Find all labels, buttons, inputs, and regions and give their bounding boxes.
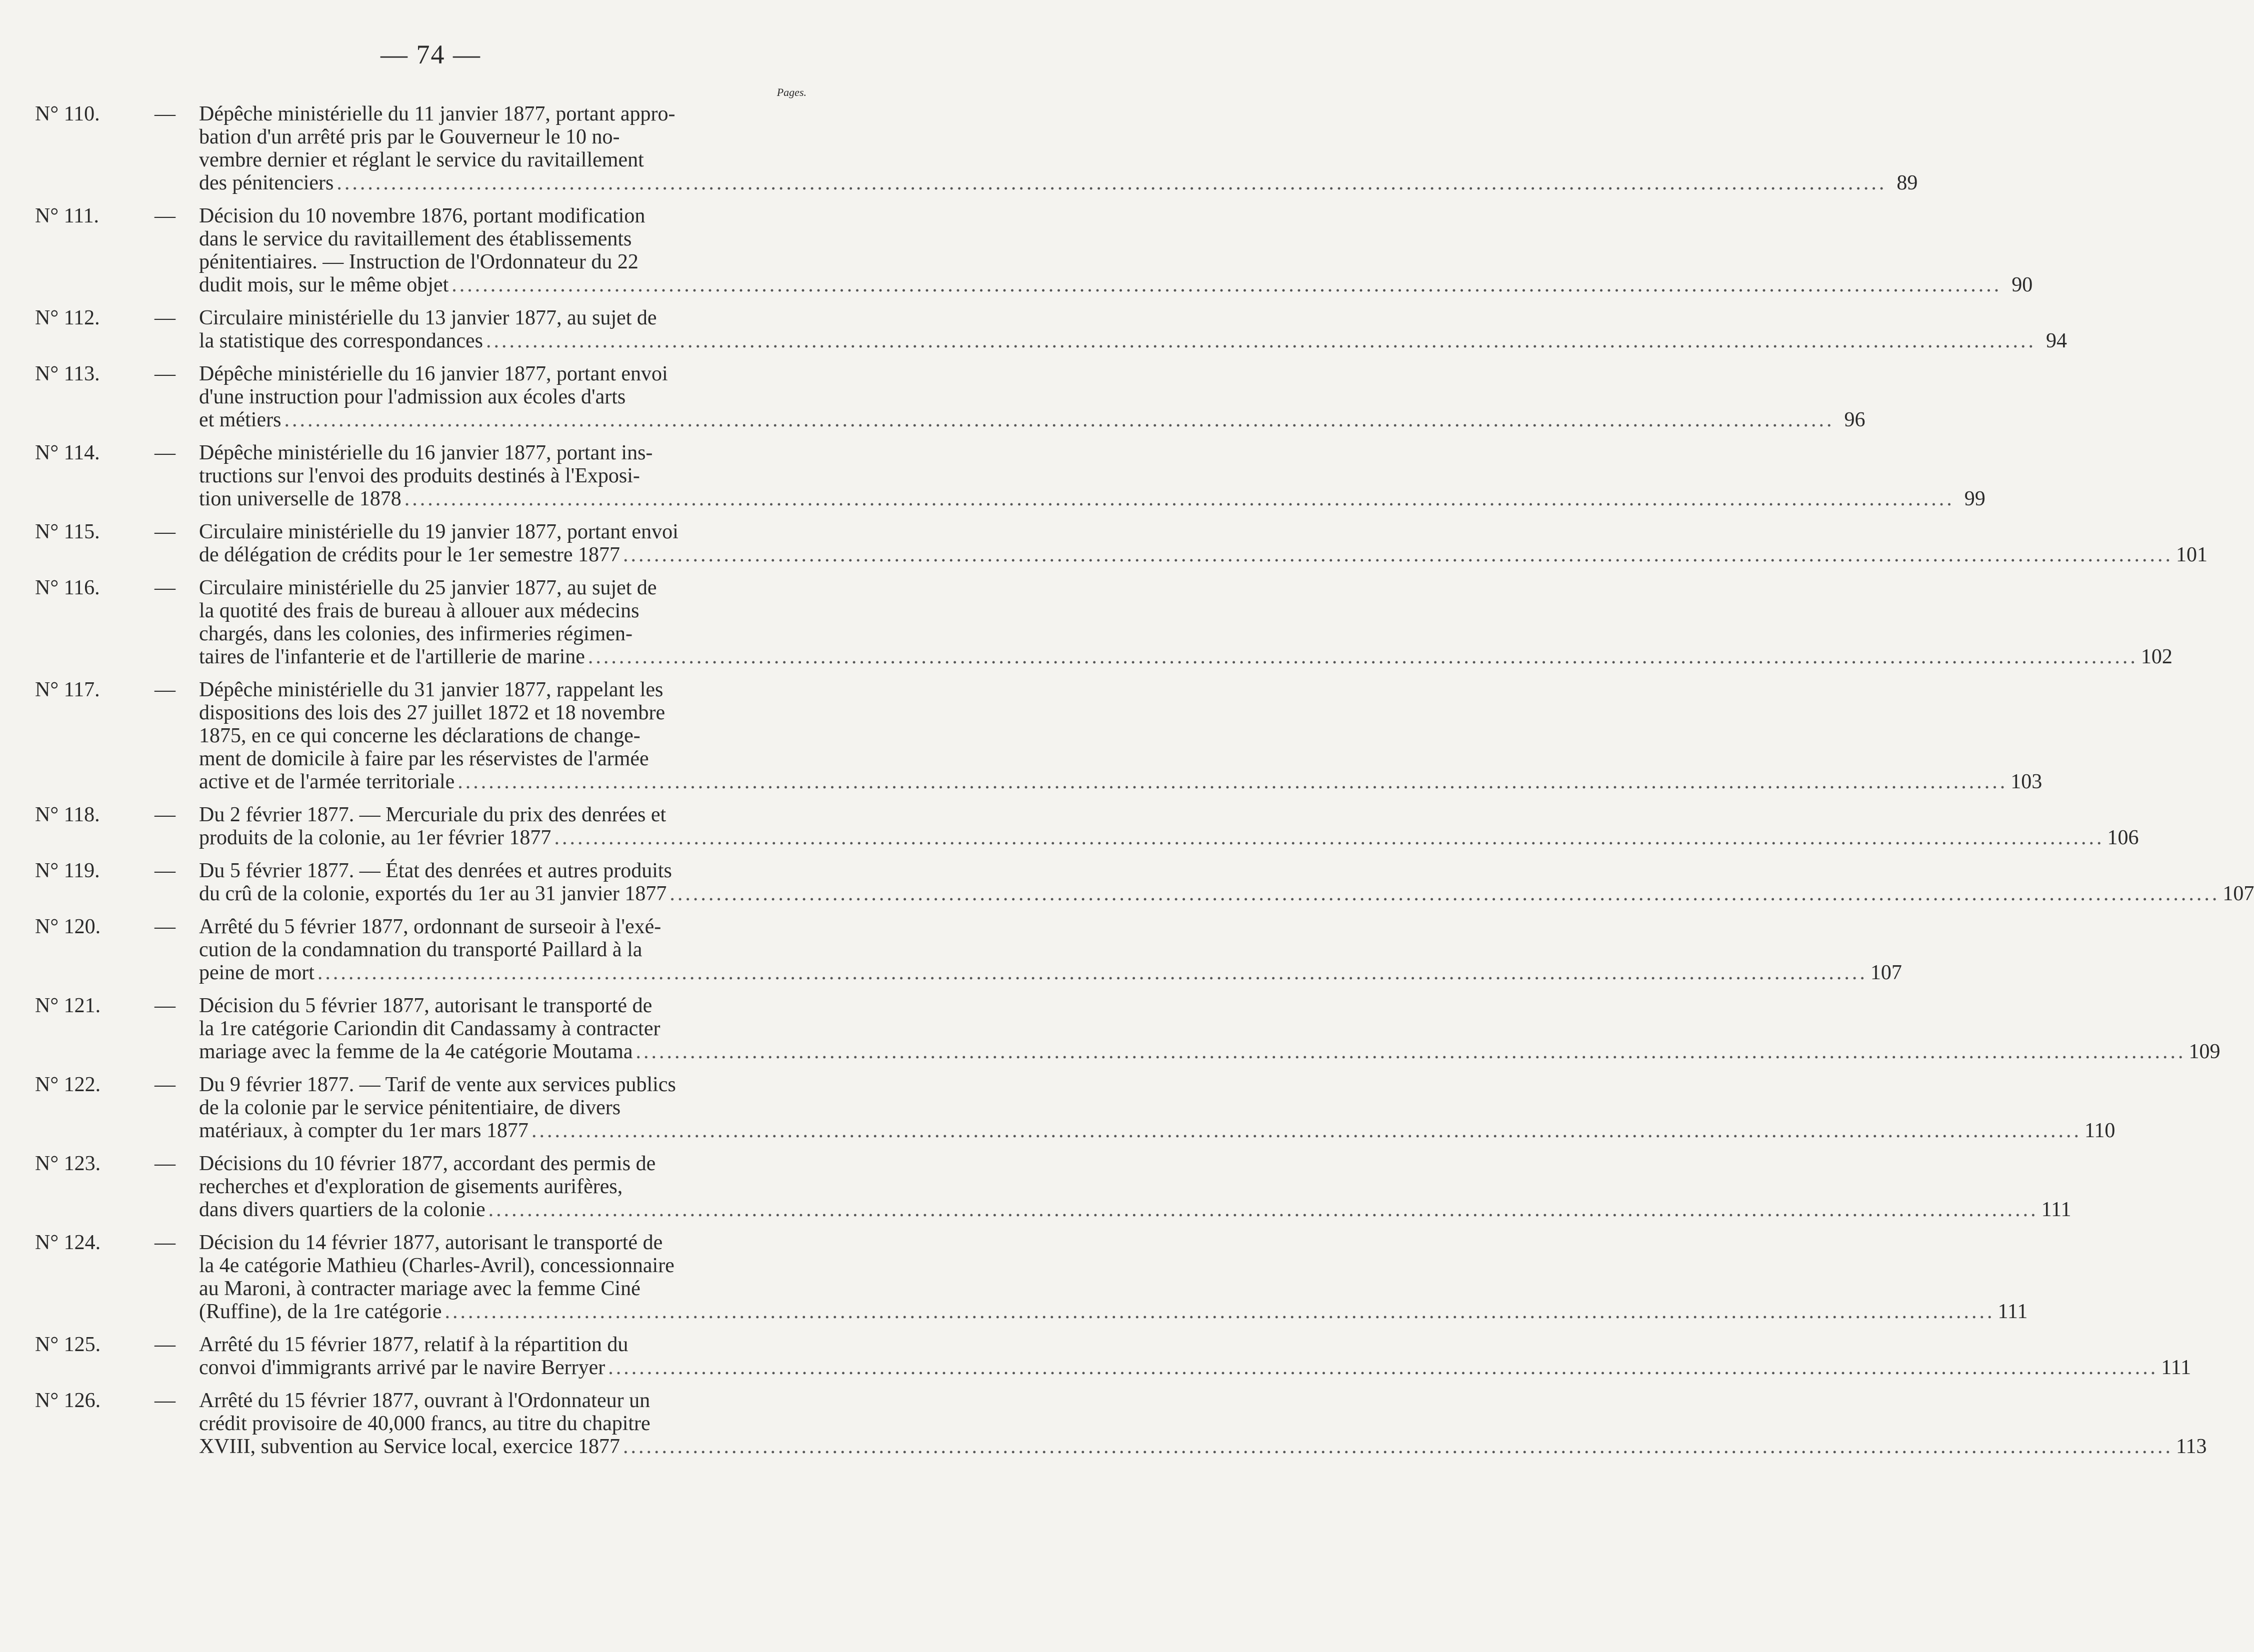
leader-dots: ........................................................................................................................................................................................................: [623, 543, 2174, 566]
entry-number: N° 120.: [35, 915, 101, 938]
page-reference: 89: [1896, 171, 1918, 194]
entry-line: pénitentiaires. — Instruction de l'Ordonnateur du 22: [199, 250, 638, 273]
entry-line: Dépêche ministérielle du 16 janvier 1877, portant ins-: [199, 441, 653, 464]
entry-line: Décision du 10 novembre 1876, portant modification: [199, 204, 646, 227]
entry-dash: —: [154, 994, 176, 1017]
entry-last-line: [199, 1198, 2072, 1221]
entry-last-line: [199, 487, 1986, 510]
entry-line: XVIII, subvention au Service local, exercice 1877: [199, 1435, 620, 1458]
page-reference: 109: [2188, 1040, 2220, 1063]
entry-dash: —: [154, 1231, 176, 1254]
page-reference: 90: [2012, 273, 2033, 296]
toc-entry: [35, 204, 2033, 296]
entry-dash: —: [154, 1152, 176, 1175]
entry-line: Du 9 février 1877. — Tarif de vente aux services publics: [199, 1073, 676, 1096]
entry-dash: —: [154, 441, 176, 464]
entry-line: des pénitenciers: [199, 171, 334, 194]
entry-line: convoi d'immigrants arrivé par le navire Berryer: [199, 1356, 606, 1379]
page-number: — 74 —: [380, 39, 481, 69]
toc-entry: [35, 576, 2172, 668]
entry-description: [199, 520, 2208, 566]
leader-dots: ........................................................................................................................................................................................................: [670, 882, 2220, 905]
entry-dash: —: [154, 1333, 176, 1356]
page-reference: 101: [2176, 543, 2208, 566]
entry-description: [199, 915, 1902, 984]
toc-entry: [35, 915, 1902, 984]
entry-last-line: [199, 1300, 2028, 1323]
page-reference: 111: [2161, 1356, 2192, 1379]
entry-line: Circulaire ministérielle du 19 janvier 1877, portant envoi: [199, 520, 678, 543]
entry-number: N° 125.: [35, 1333, 101, 1356]
entry-description: [199, 102, 1918, 194]
entry-line: (Ruffine), de la 1re catégorie: [199, 1300, 442, 1323]
toc-entry: [35, 994, 2220, 1063]
entry-description: [199, 362, 1866, 431]
entry-number: N° 116.: [35, 576, 100, 599]
entry-description: [199, 441, 1986, 510]
entry-line: peine de mort: [199, 961, 314, 984]
page-reference: 110: [2084, 1119, 2116, 1142]
entry-description: [199, 1333, 2192, 1379]
page-reference: 107: [2222, 882, 2254, 905]
entry-description: [199, 576, 2172, 668]
page-reference: 102: [2140, 645, 2172, 668]
entry-line: recherches et d'exploration de gisements aurifères,: [199, 1175, 623, 1198]
entry-dash: —: [154, 204, 176, 227]
entry-last-line: [199, 273, 2033, 296]
leader-dots: ........................................................................................................................................................................................................: [608, 1356, 2158, 1379]
entry-line: Décision du 14 février 1877, autorisant le transporté de: [199, 1231, 663, 1254]
entry-dash: —: [154, 520, 176, 543]
entry-line: la quotité des frais de bureau à allouer aux médecins: [199, 599, 640, 622]
entry-last-line: [199, 645, 2172, 668]
entry-line: chargés, dans les colonies, des infirmeries régimen-: [199, 622, 632, 645]
entry-dash: —: [154, 803, 176, 826]
entry-last-line: [199, 1119, 2116, 1142]
leader-dots: ........................................................................................................................................................................................................: [444, 1300, 1995, 1323]
entry-line: matériaux, à compter du 1er mars 1877: [199, 1119, 528, 1142]
entry-description: [199, 678, 2042, 793]
leader-dots: ........................................................................................................................................................................................................: [452, 273, 2002, 296]
entry-description: [199, 1389, 2207, 1458]
toc-entry: [35, 1389, 2207, 1458]
entry-line: du crû de la colonie, exportés du 1er au 31 janvier 1877: [199, 882, 667, 905]
entry-line: active et de l'armée territoriale: [199, 770, 455, 793]
leader-dots: ........................................................................................................................................................................................................: [488, 1198, 2038, 1221]
entry-description: [199, 1152, 2072, 1221]
entry-number: N° 115.: [35, 520, 100, 543]
entry-number: N° 119.: [35, 859, 100, 882]
leader-dots: ........................................................................................................................................................................................................: [284, 408, 1834, 431]
entry-line: tructions sur l'envoi des produits destinés à l'Exposi-: [199, 464, 640, 487]
entry-description: [199, 859, 2254, 905]
toc-entry: [35, 803, 2139, 849]
toc-entry: [35, 441, 1986, 510]
entry-number: N° 117.: [35, 678, 100, 701]
entry-number: N° 121.: [35, 994, 101, 1017]
entry-line: Décision du 5 février 1877, autorisant le transporté de: [199, 994, 652, 1017]
entry-line: la statistique des correspondances: [199, 329, 483, 352]
entry-last-line: [199, 882, 2254, 905]
leader-dots: ........................................................................................................................................................................................................: [458, 770, 2008, 793]
toc-entry: [35, 306, 2067, 352]
entry-line: vembre dernier et réglant le service du ravitaillement: [199, 148, 644, 171]
page-reference: 111: [2041, 1198, 2072, 1221]
toc-entry: [35, 859, 2254, 905]
entry-line: Arrêté du 5 février 1877, ordonnant de surseoir à l'exé-: [199, 915, 662, 938]
entry-dash: —: [154, 576, 176, 599]
entry-number: N° 111.: [35, 204, 100, 227]
entry-number: N° 110.: [35, 102, 100, 125]
entry-line: Dépêche ministérielle du 16 janvier 1877, portant envoi: [199, 362, 668, 385]
entry-line: cution de la condamnation du transporté Paillard à la: [199, 938, 642, 961]
leader-dots: ........................................................................................................................................................................................................: [336, 171, 1887, 194]
entry-line: et métiers: [199, 408, 282, 431]
entry-description: [199, 306, 2067, 352]
entry-line: dispositions des lois des 27 juillet 1872 et 18 novembre: [199, 701, 666, 724]
leader-dots: ........................................................................................................................................................................................................: [317, 961, 1868, 984]
entry-dash: —: [154, 915, 176, 938]
leader-dots: ........................................................................................................................................................................................................: [636, 1040, 2186, 1063]
entry-last-line: [199, 826, 2139, 849]
page-reference: 103: [2010, 770, 2042, 793]
page-reference: 96: [1844, 408, 1866, 431]
entry-last-line: [199, 171, 1918, 194]
entry-line: crédit provisoire de 40,000 francs, au titre du chapitre: [199, 1412, 650, 1435]
entry-line: la 1re catégorie Cariondin dit Candassamy à contracter: [199, 1017, 660, 1040]
page-reference: 99: [1964, 487, 1986, 510]
entry-dash: —: [154, 1073, 176, 1096]
entry-last-line: [199, 543, 2208, 566]
entry-dash: —: [154, 102, 176, 125]
entry-dash: —: [154, 1389, 176, 1412]
pages-column-label: Pages.: [776, 86, 806, 98]
entry-dash: —: [154, 362, 176, 385]
entry-line: dans divers quartiers de la colonie: [199, 1198, 486, 1221]
entry-number: N° 114.: [35, 441, 100, 464]
entry-number: N° 123.: [35, 1152, 101, 1175]
leader-dots: ........................................................................................................................................................................................................: [531, 1119, 2082, 1142]
leader-dots: ........................................................................................................................................................................................................: [623, 1435, 2174, 1458]
entry-line: Arrêté du 15 février 1877, relatif à la répartition du: [199, 1333, 628, 1356]
toc-entry: [35, 1152, 2072, 1221]
entry-last-line: [199, 961, 1902, 984]
entry-line: 1875, en ce qui concerne les déclarations de change-: [199, 724, 640, 747]
entry-line: au Maroni, à contracter mariage avec la femme Ciné: [199, 1277, 640, 1300]
entry-line: Du 5 février 1877. — État des denrées et autres produits: [199, 859, 672, 882]
entry-line: Circulaire ministérielle du 25 janvier 1877, au sujet de: [199, 576, 657, 599]
toc-entry: [35, 1231, 2028, 1323]
entry-line: Circulaire ministérielle du 13 janvier 1877, au sujet de: [199, 306, 657, 329]
entry-last-line: [199, 1040, 2220, 1063]
entry-line: Dépêche ministérielle du 31 janvier 1877, rappelant les: [199, 678, 664, 701]
entry-line: Dépêche ministérielle du 11 janvier 1877, portant appro-: [199, 102, 676, 125]
entry-last-line: [199, 1356, 2192, 1379]
leader-dots: ........................................................................................................................................................................................................: [588, 645, 2138, 668]
page-reference: 113: [2176, 1435, 2207, 1458]
entry-line: tion universelle de 1878: [199, 487, 402, 510]
leader-dots: ........................................................................................................................................................................................................: [404, 487, 1954, 510]
toc-entry: [35, 102, 1918, 194]
entry-dash: —: [154, 678, 176, 701]
table-of-contents: [35, 102, 2254, 1468]
leader-dots: ........................................................................................................................................................................................................: [486, 329, 2036, 352]
toc-entry: [35, 1073, 2116, 1142]
entry-line: Décisions du 10 février 1877, accordant des permis de: [199, 1152, 656, 1175]
entry-dash: —: [154, 306, 176, 329]
entry-line: ment de domicile à faire par les réservistes de l'armée: [199, 747, 649, 770]
toc-entry: [35, 362, 1866, 431]
entry-line: bation d'un arrêté pris par le Gouverneur le 10 no-: [199, 125, 620, 148]
toc-entry: [35, 520, 2208, 566]
entry-line: dans le service du ravitaillement des établissements: [199, 227, 632, 250]
toc-entry: [35, 678, 2042, 793]
leader-dots: ........................................................................................................................................................................................................: [554, 826, 2104, 849]
entry-last-line: [199, 329, 2067, 352]
entry-number: N° 118.: [35, 803, 100, 826]
entry-number: N° 126.: [35, 1389, 101, 1412]
entry-line: taires de l'infanterie et de l'artillerie de marine: [199, 645, 585, 668]
entry-line: mariage avec la femme de la 4e catégorie Moutama: [199, 1040, 633, 1063]
entry-description: [199, 204, 2033, 296]
entry-last-line: [199, 770, 2042, 793]
entry-dash: —: [154, 859, 176, 882]
entry-line: dudit mois, sur le même objet: [199, 273, 449, 296]
entry-line: produits de la colonie, au 1er février 1877: [199, 826, 552, 849]
page-reference: 107: [1870, 961, 1902, 984]
entry-description: [199, 1231, 2028, 1323]
entry-line: Arrêté du 15 février 1877, ouvrant à l'Ordonnateur un: [199, 1389, 650, 1412]
entry-number: N° 124.: [35, 1231, 101, 1254]
page-reference: 94: [2046, 329, 2067, 352]
entry-description: [199, 994, 2220, 1063]
entry-description: [199, 803, 2139, 849]
page-reference: 106: [2107, 826, 2139, 849]
entry-line: de délégation de crédits pour le 1er semestre 1877: [199, 543, 620, 566]
page-reference: 111: [1998, 1300, 2028, 1323]
entry-last-line: [199, 1435, 2207, 1458]
entry-line: d'une instruction pour l'admission aux écoles d'arts: [199, 385, 626, 408]
entry-last-line: [199, 408, 1866, 431]
entry-number: N° 122.: [35, 1073, 101, 1096]
entry-description: [199, 1073, 2116, 1142]
entry-line: la 4e catégorie Mathieu (Charles-Avril), concessionnaire: [199, 1254, 674, 1277]
entry-number: N° 113.: [35, 362, 100, 385]
entry-line: de la colonie par le service pénitentiaire, de divers: [199, 1096, 621, 1119]
entry-number: N° 112.: [35, 306, 100, 329]
toc-entry: [35, 1333, 2192, 1379]
entry-line: Du 2 février 1877. — Mercuriale du prix des denrées et: [199, 803, 666, 826]
